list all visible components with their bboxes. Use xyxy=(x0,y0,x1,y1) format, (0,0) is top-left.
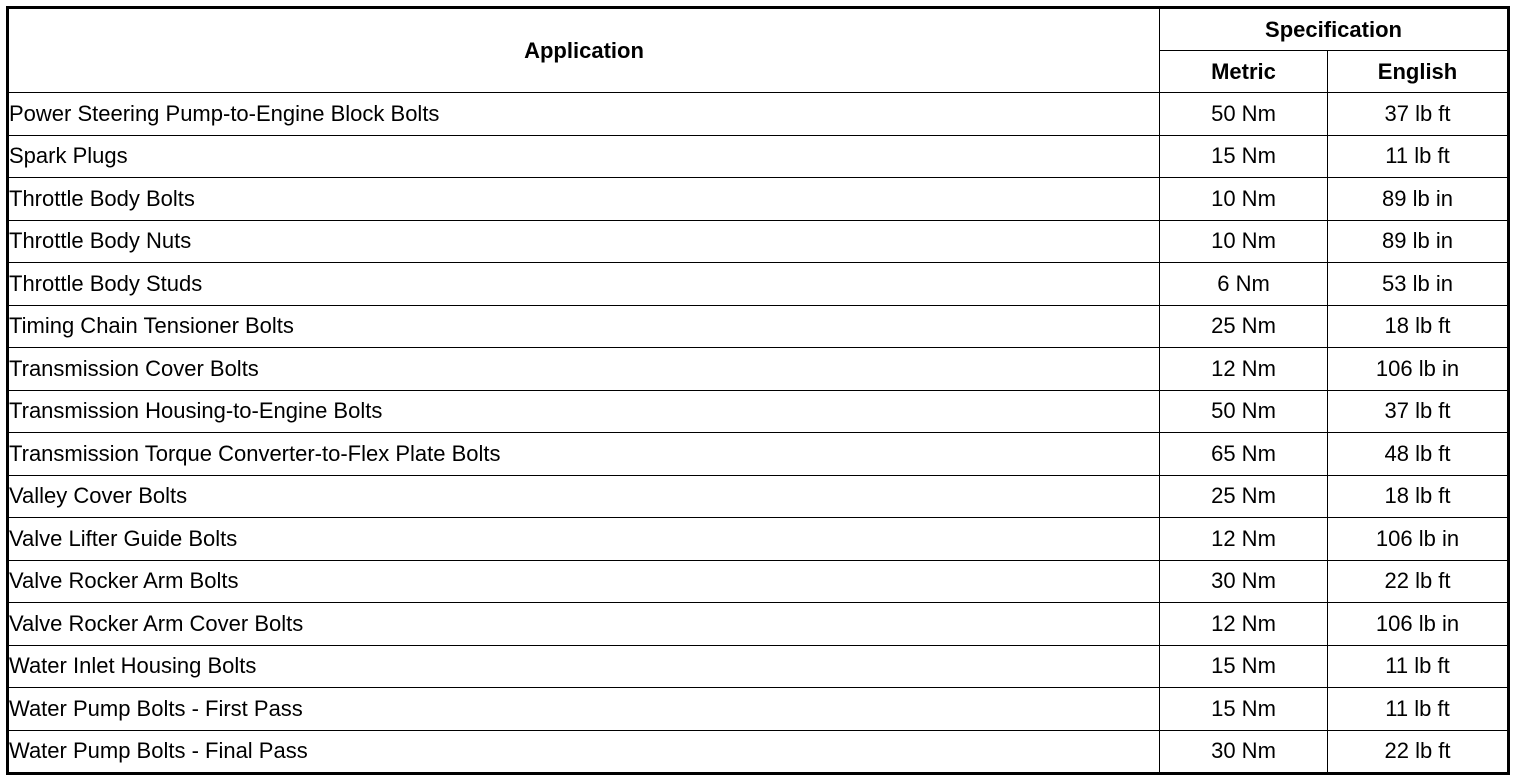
application-cell: Valve Rocker Arm Cover Bolts xyxy=(8,603,1160,646)
table-row xyxy=(8,730,1509,774)
metric-value-cell: 50 Nm xyxy=(1160,390,1328,433)
english-value-cell: 11 lb ft xyxy=(1328,135,1509,178)
table-row xyxy=(8,518,1509,561)
table-row xyxy=(8,645,1509,688)
english-value-cell: 18 lb ft xyxy=(1328,475,1509,518)
table-row xyxy=(8,560,1509,603)
application-cell: Water Inlet Housing Bolts xyxy=(8,645,1160,688)
table-row xyxy=(8,348,1509,391)
metric-value-cell: 30 Nm xyxy=(1160,730,1328,774)
table-row xyxy=(8,93,1509,136)
english-value-cell: 37 lb ft xyxy=(1328,390,1509,433)
application-cell: Transmission Cover Bolts xyxy=(8,348,1160,391)
metric-value-cell: 10 Nm xyxy=(1160,178,1328,221)
table-header-row xyxy=(8,8,1509,51)
metric-value-cell: 65 Nm xyxy=(1160,433,1328,476)
table-row xyxy=(8,475,1509,518)
metric-value-cell: 15 Nm xyxy=(1160,135,1328,178)
table-row xyxy=(8,263,1509,306)
application-cell: Valve Rocker Arm Bolts xyxy=(8,560,1160,603)
metric-value-cell: 10 Nm xyxy=(1160,220,1328,263)
english-value-cell: 106 lb in xyxy=(1328,518,1509,561)
application-cell: Spark Plugs xyxy=(8,135,1160,178)
english-value-cell: 22 lb ft xyxy=(1328,560,1509,603)
application-cell: Valley Cover Bolts xyxy=(8,475,1160,518)
english-value-cell: 11 lb ft xyxy=(1328,688,1509,731)
english-value-cell: 48 lb ft xyxy=(1328,433,1509,476)
metric-value-cell: 12 Nm xyxy=(1160,348,1328,391)
table-body xyxy=(8,93,1509,774)
application-column-header: Application xyxy=(8,8,1160,93)
english-value-cell: 53 lb in xyxy=(1328,263,1509,306)
application-cell: Throttle Body Nuts xyxy=(8,220,1160,263)
table-row xyxy=(8,178,1509,221)
english-value-cell: 37 lb ft xyxy=(1328,93,1509,136)
table-row xyxy=(8,305,1509,348)
metric-value-cell: 25 Nm xyxy=(1160,475,1328,518)
metric-value-cell: 12 Nm xyxy=(1160,518,1328,561)
table-row xyxy=(8,220,1509,263)
english-value-cell: 89 lb in xyxy=(1328,178,1509,221)
application-cell: Valve Lifter Guide Bolts xyxy=(8,518,1160,561)
metric-value-cell: 50 Nm xyxy=(1160,93,1328,136)
metric-value-cell: 12 Nm xyxy=(1160,603,1328,646)
table-row xyxy=(8,135,1509,178)
specification-column-header: Specification xyxy=(1160,8,1509,51)
application-cell: Transmission Housing-to-Engine Bolts xyxy=(8,390,1160,433)
metric-column-header: Metric xyxy=(1160,51,1328,93)
english-value-cell: 11 lb ft xyxy=(1328,645,1509,688)
table-row xyxy=(8,433,1509,476)
english-value-cell: 106 lb in xyxy=(1328,348,1509,391)
metric-value-cell: 6 Nm xyxy=(1160,263,1328,306)
metric-value-cell: 30 Nm xyxy=(1160,560,1328,603)
application-cell: Water Pump Bolts - First Pass xyxy=(8,688,1160,731)
english-column-header: English xyxy=(1328,51,1509,93)
application-cell: Throttle Body Studs xyxy=(8,263,1160,306)
application-cell: Transmission Torque Converter-to-Flex Plate Bolts xyxy=(8,433,1160,476)
english-value-cell: 18 lb ft xyxy=(1328,305,1509,348)
torque-specification-table xyxy=(6,6,1510,775)
application-cell: Water Pump Bolts - Final Pass xyxy=(8,730,1160,774)
english-value-cell: 106 lb in xyxy=(1328,603,1509,646)
english-value-cell: 89 lb in xyxy=(1328,220,1509,263)
english-value-cell: 22 lb ft xyxy=(1328,730,1509,774)
application-cell: Timing Chain Tensioner Bolts xyxy=(8,305,1160,348)
metric-value-cell: 15 Nm xyxy=(1160,688,1328,731)
table-row xyxy=(8,390,1509,433)
application-cell: Power Steering Pump-to-Engine Block Bolts xyxy=(8,93,1160,136)
metric-value-cell: 15 Nm xyxy=(1160,645,1328,688)
table-row xyxy=(8,688,1509,731)
application-cell: Throttle Body Bolts xyxy=(8,178,1160,221)
metric-value-cell: 25 Nm xyxy=(1160,305,1328,348)
table-row xyxy=(8,603,1509,646)
